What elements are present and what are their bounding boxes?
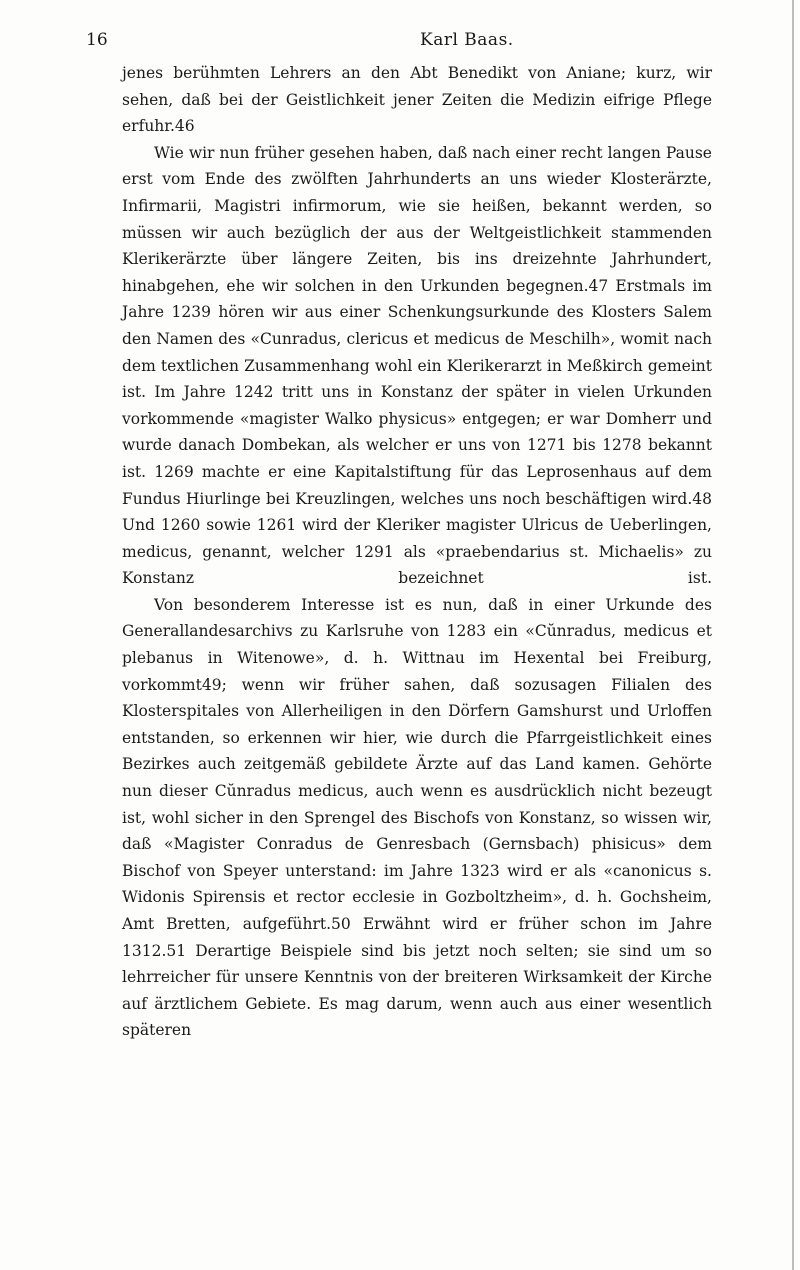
page-header xyxy=(86,30,712,52)
paragraph-1: jenes berühmten Lehrers an den Abt Benedikt von Aniane; kurz, wir sehen, daß bei der Geistlichkeit jener Zeiten die Medizin eifrige Pflege erfuhr.46 xyxy=(122,64,712,136)
paragraph-2: Wie wir nun früher gesehen haben, daß nach einer recht langen Pause erst vom Ende des zwölften Jahrhunderts an uns wieder Klosterärzte, Infirmarii, Magistri infirmorum, wie sie heißen, bekannt werden, so müssen wir auch bezüglich der aus der Weltgeistlichkeit stammenden Klerikerärzte über längere Zeiten, bis ins dreizehnte Jahrhundert, hinabgehen, ehe wir solchen in den Urkunden begegnen.47 Erstmals im Jahre 1239 hören wir aus einer Schenkungsurkunde des Klosters Salem den Namen des «Cunradus, clericus et medicus de Meschilh», womit nach dem textlichen Zusammenhang wohl ein Klerikerarzt in Meßkirch gemeint ist. Im Jahre 1242 tritt uns in Konstanz der später in vielen Urkunden vorkommende «magister Walko physicus» entgegen; er war Domherr und wurde danach Dombekan, als welcher er uns von 1271 bis 1278 bekannt ist. 1269 machte er eine Kapitalstiftung für das Leprosenhaus auf dem Fundus Hiurlinge bei Kreuzlingen, welches uns noch beschäftigen wird.48 Und 1260 sowie 1261 wird der Kleriker magister Ulricus de Ueberlingen, medicus, genannt, welcher 1291 als «praebendarius st. Michaelis» zu Konstanz bezeichnet ist. xyxy=(122,143,712,588)
page-edge-line xyxy=(792,0,794,1270)
page-number: 16 xyxy=(86,30,108,50)
paragraph-3: Von besonderem Interesse ist es nun, daß in einer Urkunde des Generallandesarchivs zu Karlsruhe von 1283 ein «Cŭnradus, medicus et plebanus in Witenowe», d. h. Wittnau im Hexental bei Freiburg, vorkommt49; wenn wir früher sahen, daß sozusagen Filialen des Klosterspitales von Allerheiligen in den Dörfern Gamshurst und Urloffen entstanden, so erkennen wir hier, wie durch die Pfarrgeistlichkeit eines Bezirkes auch zeitgemäß gebildete Ärzte auf das Land kamen. Gehörte nun dieser Cŭnradus medicus, auch wenn es ausdrücklich nicht bezeugt ist, wohl sicher in den Sprengel des Bischofs von Konstanz, so wissen wir, daß «Magister Conradus de Genresbach (Gernsbach) phisicus» dem Bischof von Speyer unterstand: im Jahre 1323 wird er als «canonicus s. Widonis Spirensis et rector ecclesie in Gozboltzheim», d. h. Gochsheim, Amt Bretten, aufgeführt.50 Erwähnt wird er früher schon im Jahre 1312.51 Derartige Beispiele sind bis jetzt noch selten; sie sind um so lehrreicher für unsere Kenntnis von der breiteren Wirksamkeit der Kirche auf ärztlichem Gebiete. Es mag darum, wenn auch aus einer wesentlich späteren xyxy=(122,595,712,1040)
body-text xyxy=(122,60,712,1044)
running-head: Karl Baas. xyxy=(420,30,514,50)
